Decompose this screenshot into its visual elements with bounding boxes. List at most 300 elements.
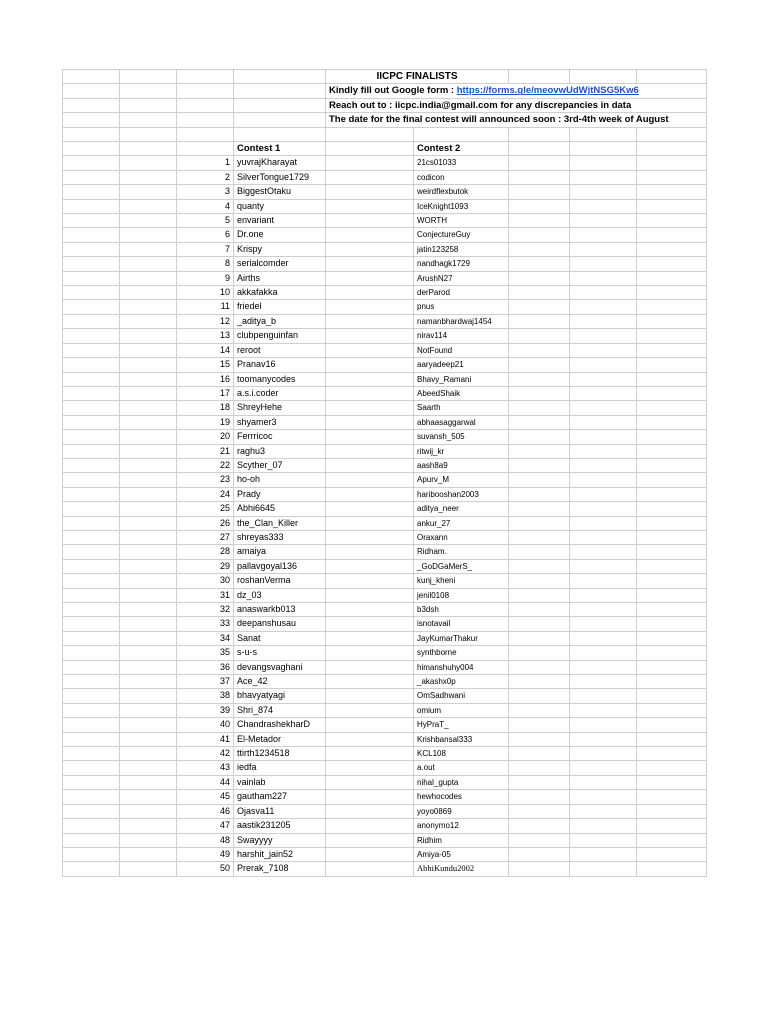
cell[interactable] (326, 242, 414, 256)
cell[interactable] (63, 718, 120, 732)
cell[interactable] (637, 516, 707, 530)
cell[interactable] (120, 444, 177, 458)
google-form-link[interactable]: https://forms.gle/meovwUdWjtNSG5Kw6 (456, 85, 639, 97)
cell[interactable] (509, 314, 570, 328)
cell[interactable] (177, 127, 234, 141)
rank-cell[interactable]: 39 (177, 703, 234, 717)
cell[interactable] (326, 458, 414, 472)
cell[interactable] (509, 761, 570, 775)
contest1-cell[interactable]: quanty (234, 199, 326, 213)
contest2-cell[interactable]: codicon (414, 170, 509, 184)
cell[interactable] (570, 386, 637, 400)
cell[interactable] (637, 271, 707, 285)
cell[interactable] (326, 127, 414, 141)
rank-cell[interactable]: 30 (177, 574, 234, 588)
cell[interactable] (509, 372, 570, 386)
cell[interactable] (120, 617, 177, 631)
cell[interactable] (637, 660, 707, 674)
contest1-cell[interactable]: Dr.one (234, 228, 326, 242)
cell[interactable] (120, 804, 177, 818)
cell[interactable] (326, 185, 414, 199)
cell[interactable] (509, 386, 570, 400)
contest2-cell[interactable]: Amiya-05 (414, 847, 509, 861)
cell[interactable] (63, 631, 120, 645)
cell[interactable] (120, 329, 177, 343)
cell[interactable] (234, 70, 326, 84)
cell[interactable] (120, 214, 177, 228)
cell[interactable] (637, 343, 707, 357)
cell[interactable] (120, 286, 177, 300)
cell[interactable] (509, 646, 570, 660)
cell[interactable] (570, 156, 637, 170)
cell[interactable] (326, 343, 414, 357)
cell[interactable] (509, 703, 570, 717)
contest2-cell[interactable]: suvansh_505 (414, 430, 509, 444)
cell[interactable] (63, 473, 120, 487)
cell[interactable] (120, 386, 177, 400)
cell[interactable] (326, 660, 414, 674)
cell[interactable] (570, 372, 637, 386)
contest1-cell[interactable]: toomanycodes (234, 372, 326, 386)
cell[interactable] (63, 401, 120, 415)
cell[interactable] (326, 603, 414, 617)
cell[interactable] (570, 703, 637, 717)
cell[interactable] (326, 588, 414, 602)
cell[interactable] (120, 530, 177, 544)
contest1-cell[interactable]: Swayyyy (234, 833, 326, 847)
cell[interactable] (509, 660, 570, 674)
rank-cell[interactable]: 49 (177, 847, 234, 861)
cell[interactable] (570, 502, 637, 516)
cell[interactable] (509, 545, 570, 559)
cell[interactable] (63, 487, 120, 501)
cell[interactable] (177, 142, 234, 156)
contest1-cell[interactable]: Shri_874 (234, 703, 326, 717)
contest2-cell[interactable]: Saarth (414, 401, 509, 415)
contest1-cell[interactable]: _aditya_b (234, 314, 326, 328)
contest1-cell[interactable]: SilverTongue1729 (234, 170, 326, 184)
rank-cell[interactable]: 50 (177, 862, 234, 876)
cell[interactable] (326, 718, 414, 732)
cell[interactable] (570, 314, 637, 328)
cell[interactable] (63, 444, 120, 458)
cell[interactable] (63, 286, 120, 300)
cell[interactable] (326, 473, 414, 487)
rank-cell[interactable]: 40 (177, 718, 234, 732)
cell[interactable] (509, 170, 570, 184)
rank-cell[interactable]: 34 (177, 631, 234, 645)
cell[interactable] (570, 530, 637, 544)
cell[interactable] (63, 372, 120, 386)
cell[interactable] (570, 214, 637, 228)
contest1-cell[interactable]: deepanshusau (234, 617, 326, 631)
cell[interactable] (570, 747, 637, 761)
cell[interactable] (570, 242, 637, 256)
contest2-cell[interactable]: _GoDGaMerS_ (414, 559, 509, 573)
cell[interactable] (509, 530, 570, 544)
cell[interactable] (63, 156, 120, 170)
cell[interactable] (120, 660, 177, 674)
cell[interactable] (326, 444, 414, 458)
cell[interactable] (120, 314, 177, 328)
cell[interactable] (326, 775, 414, 789)
cell[interactable] (570, 775, 637, 789)
cell[interactable] (120, 343, 177, 357)
cell[interactable] (509, 257, 570, 271)
contest1-cell[interactable]: serialcomder (234, 257, 326, 271)
cell[interactable] (177, 84, 234, 98)
contest2-cell[interactable]: jenil0108 (414, 588, 509, 602)
cell[interactable] (570, 142, 637, 156)
contest2-cell[interactable]: _akashx0p (414, 675, 509, 689)
cell[interactable] (509, 732, 570, 746)
cell[interactable] (326, 358, 414, 372)
cell[interactable] (637, 228, 707, 242)
cell[interactable] (63, 747, 120, 761)
cell[interactable] (63, 703, 120, 717)
contest1-cell[interactable]: ShreyHehe (234, 401, 326, 415)
cell[interactable] (120, 70, 177, 84)
contest1-cell[interactable]: Ferrricoc (234, 430, 326, 444)
cell[interactable] (570, 185, 637, 199)
contest2-cell[interactable]: ArushN27 (414, 271, 509, 285)
cell[interactable] (63, 646, 120, 660)
contest2-cell[interactable]: Ridhim (414, 833, 509, 847)
cell[interactable] (509, 300, 570, 314)
contest2-cell[interactable]: pnus (414, 300, 509, 314)
cell[interactable] (63, 343, 120, 357)
cell[interactable] (509, 487, 570, 501)
contest2-cell[interactable]: OmSadhwani (414, 689, 509, 703)
contest1-cell[interactable]: a.s.i.coder (234, 386, 326, 400)
cell[interactable] (570, 401, 637, 415)
contest1-cell[interactable]: Prerak_7108 (234, 862, 326, 876)
cell[interactable] (570, 257, 637, 271)
cell[interactable] (509, 286, 570, 300)
cell[interactable] (570, 70, 637, 84)
contest1-cell[interactable]: ttirth1234518 (234, 747, 326, 761)
rank-cell[interactable]: 44 (177, 775, 234, 789)
cell[interactable] (120, 358, 177, 372)
rank-cell[interactable]: 8 (177, 257, 234, 271)
rank-cell[interactable]: 3 (177, 185, 234, 199)
cell[interactable] (509, 358, 570, 372)
cell[interactable] (509, 631, 570, 645)
contest2-cell[interactable]: nihal_gupta (414, 775, 509, 789)
contest1-cell[interactable]: bhavyatyagi (234, 689, 326, 703)
cell[interactable] (570, 271, 637, 285)
cell[interactable] (120, 458, 177, 472)
contest2-cell[interactable]: Apurv_M (414, 473, 509, 487)
contest1-cell[interactable]: ho-oh (234, 473, 326, 487)
cell[interactable] (177, 70, 234, 84)
cell[interactable] (570, 804, 637, 818)
cell[interactable] (326, 300, 414, 314)
cell[interactable] (120, 170, 177, 184)
cell[interactable] (509, 775, 570, 789)
contest2-cell[interactable]: AbeedShaik (414, 386, 509, 400)
cell[interactable] (120, 98, 177, 112)
cell[interactable] (637, 545, 707, 559)
contest1-cell[interactable]: BiggestOtaku (234, 185, 326, 199)
rank-cell[interactable]: 25 (177, 502, 234, 516)
rank-cell[interactable]: 7 (177, 242, 234, 256)
contest2-cell[interactable]: Oraxann (414, 530, 509, 544)
contest1-cell[interactable]: Krispy (234, 242, 326, 256)
contest1-cell[interactable]: clubpenguinfan (234, 329, 326, 343)
contest2-cell[interactable]: anonymo12 (414, 819, 509, 833)
cell[interactable] (120, 718, 177, 732)
cell[interactable] (63, 271, 120, 285)
cell[interactable] (570, 300, 637, 314)
cell[interactable] (120, 228, 177, 242)
cell[interactable] (637, 430, 707, 444)
cell[interactable] (326, 646, 414, 660)
contest1-cell[interactable]: Airths (234, 271, 326, 285)
cell[interactable] (637, 401, 707, 415)
cell[interactable] (326, 761, 414, 775)
cell[interactable] (326, 142, 414, 156)
cell[interactable] (570, 170, 637, 184)
contest1-cell[interactable]: iedfa (234, 761, 326, 775)
cell[interactable] (326, 689, 414, 703)
cell[interactable] (120, 847, 177, 861)
rank-cell[interactable]: 32 (177, 603, 234, 617)
rank-cell[interactable]: 24 (177, 487, 234, 501)
cell[interactable] (509, 142, 570, 156)
cell[interactable] (63, 545, 120, 559)
cell[interactable] (570, 559, 637, 573)
cell[interactable] (509, 675, 570, 689)
cell[interactable] (509, 516, 570, 530)
rank-cell[interactable]: 43 (177, 761, 234, 775)
cell[interactable] (637, 386, 707, 400)
cell[interactable] (63, 415, 120, 429)
cell[interactable] (570, 790, 637, 804)
cell[interactable] (120, 761, 177, 775)
cell[interactable] (570, 516, 637, 530)
contest1-cell[interactable]: devangsvaghani (234, 660, 326, 674)
contest2-cell[interactable]: ritwij_kr (414, 444, 509, 458)
contest1-cell[interactable]: akkafakka (234, 286, 326, 300)
cell[interactable] (637, 790, 707, 804)
cell[interactable] (120, 84, 177, 98)
rank-cell[interactable]: 1 (177, 156, 234, 170)
contest2-cell[interactable]: Bhavy_Ramani (414, 372, 509, 386)
cell[interactable] (509, 228, 570, 242)
contest1-cell[interactable]: yuvrajKharayat (234, 156, 326, 170)
cell[interactable] (326, 502, 414, 516)
cell[interactable] (637, 747, 707, 761)
cell[interactable] (570, 458, 637, 472)
cell[interactable] (63, 127, 120, 141)
contest1-cell[interactable]: Pranav16 (234, 358, 326, 372)
rank-cell[interactable]: 13 (177, 329, 234, 343)
cell[interactable] (326, 386, 414, 400)
cell[interactable] (509, 603, 570, 617)
cell[interactable] (326, 156, 414, 170)
contest1-cell[interactable]: vainlab (234, 775, 326, 789)
cell[interactable] (637, 473, 707, 487)
cell[interactable] (509, 271, 570, 285)
cell[interactable] (637, 286, 707, 300)
cell[interactable] (326, 430, 414, 444)
rank-cell[interactable]: 4 (177, 199, 234, 213)
cell[interactable] (63, 790, 120, 804)
cell[interactable] (63, 257, 120, 271)
cell[interactable] (637, 617, 707, 631)
cell[interactable] (570, 862, 637, 876)
cell[interactable] (120, 819, 177, 833)
contest1-cell[interactable]: pallavgoyal136 (234, 559, 326, 573)
contest1-cell[interactable]: harshit_jain52 (234, 847, 326, 861)
contest2-cell[interactable]: HyPraT_ (414, 718, 509, 732)
rank-cell[interactable]: 11 (177, 300, 234, 314)
cell[interactable] (637, 142, 707, 156)
cell[interactable] (570, 761, 637, 775)
cell[interactable] (120, 631, 177, 645)
contest2-cell[interactable]: a.out (414, 761, 509, 775)
cell[interactable] (63, 862, 120, 876)
cell[interactable] (120, 675, 177, 689)
cell[interactable] (509, 574, 570, 588)
cell[interactable] (570, 617, 637, 631)
cell[interactable] (326, 286, 414, 300)
cell[interactable] (120, 185, 177, 199)
cell[interactable] (509, 458, 570, 472)
contest2-cell[interactable]: AbhiKundu2002 (414, 862, 509, 876)
contest1-cell[interactable]: roshanVerma (234, 574, 326, 588)
rank-cell[interactable]: 41 (177, 732, 234, 746)
cell[interactable] (326, 516, 414, 530)
cell[interactable] (637, 358, 707, 372)
cell[interactable] (120, 603, 177, 617)
cell[interactable] (570, 718, 637, 732)
cell[interactable] (637, 530, 707, 544)
contest1-cell[interactable]: amaiya (234, 545, 326, 559)
cell[interactable] (326, 675, 414, 689)
cell[interactable] (63, 516, 120, 530)
cell[interactable] (509, 127, 570, 141)
cell[interactable] (120, 257, 177, 271)
cell[interactable] (234, 113, 326, 127)
cell[interactable] (63, 530, 120, 544)
cell[interactable] (63, 804, 120, 818)
cell[interactable] (509, 804, 570, 818)
cell[interactable] (177, 113, 234, 127)
contest1-cell[interactable]: Prady (234, 487, 326, 501)
cell[interactable] (570, 415, 637, 429)
cell[interactable] (63, 761, 120, 775)
cell[interactable] (326, 804, 414, 818)
cell[interactable] (63, 559, 120, 573)
cell[interactable] (326, 862, 414, 876)
cell[interactable] (509, 329, 570, 343)
rank-cell[interactable]: 35 (177, 646, 234, 660)
cell[interactable] (509, 689, 570, 703)
cell[interactable] (120, 703, 177, 717)
contest2-cell[interactable]: Ridham. (414, 545, 509, 559)
cell[interactable] (637, 761, 707, 775)
cell[interactable] (637, 199, 707, 213)
contest2-cell[interactable]: aditya_neer (414, 502, 509, 516)
rank-cell[interactable]: 45 (177, 790, 234, 804)
cell[interactable] (63, 588, 120, 602)
cell[interactable] (637, 415, 707, 429)
cell[interactable] (120, 113, 177, 127)
cell[interactable] (326, 199, 414, 213)
cell[interactable] (509, 588, 570, 602)
contest1-cell[interactable]: Ace_42 (234, 675, 326, 689)
cell[interactable] (120, 142, 177, 156)
rank-cell[interactable]: 29 (177, 559, 234, 573)
cell[interactable] (509, 862, 570, 876)
cell[interactable] (326, 228, 414, 242)
contest2-cell[interactable]: JayKumarThakur (414, 631, 509, 645)
cell[interactable] (326, 401, 414, 415)
rank-cell[interactable]: 21 (177, 444, 234, 458)
cell[interactable] (637, 689, 707, 703)
cell[interactable] (63, 603, 120, 617)
contest2-cell[interactable]: 21cs01033 (414, 156, 509, 170)
cell[interactable] (637, 372, 707, 386)
cell[interactable] (637, 603, 707, 617)
cell[interactable] (63, 617, 120, 631)
cell[interactable] (63, 502, 120, 516)
cell[interactable] (637, 703, 707, 717)
contest2-cell[interactable]: haribooshan2003 (414, 487, 509, 501)
cell[interactable] (63, 847, 120, 861)
cell[interactable] (570, 473, 637, 487)
cell[interactable] (570, 444, 637, 458)
cell[interactable] (637, 329, 707, 343)
cell[interactable] (234, 127, 326, 141)
cell[interactable] (63, 84, 120, 98)
cell[interactable] (637, 862, 707, 876)
cell[interactable] (326, 271, 414, 285)
rank-cell[interactable]: 38 (177, 689, 234, 703)
cell[interactable] (509, 718, 570, 732)
cell[interactable] (63, 329, 120, 343)
rank-cell[interactable]: 37 (177, 675, 234, 689)
contest2-cell[interactable]: jatin123258 (414, 242, 509, 256)
cell[interactable] (63, 675, 120, 689)
cell[interactable] (63, 142, 120, 156)
cell[interactable] (637, 242, 707, 256)
cell[interactable] (63, 98, 120, 112)
cell[interactable] (637, 574, 707, 588)
cell[interactable] (637, 718, 707, 732)
cell[interactable] (177, 98, 234, 112)
contest2-cell[interactable]: b3dsh (414, 603, 509, 617)
rank-cell[interactable]: 16 (177, 372, 234, 386)
cell[interactable] (637, 170, 707, 184)
cell[interactable] (120, 559, 177, 573)
contest2-cell[interactable]: ankur_27 (414, 516, 509, 530)
cell[interactable] (120, 516, 177, 530)
cell[interactable] (326, 559, 414, 573)
cell[interactable] (120, 574, 177, 588)
cell[interactable] (637, 559, 707, 573)
cell[interactable] (234, 98, 326, 112)
contest2-cell[interactable]: IceKnight1093 (414, 199, 509, 213)
contest2-cell[interactable]: WORTH (414, 214, 509, 228)
rank-cell[interactable]: 33 (177, 617, 234, 631)
cell[interactable] (509, 343, 570, 357)
contest2-cell[interactable]: derParod (414, 286, 509, 300)
cell[interactable] (637, 257, 707, 271)
cell[interactable] (63, 214, 120, 228)
